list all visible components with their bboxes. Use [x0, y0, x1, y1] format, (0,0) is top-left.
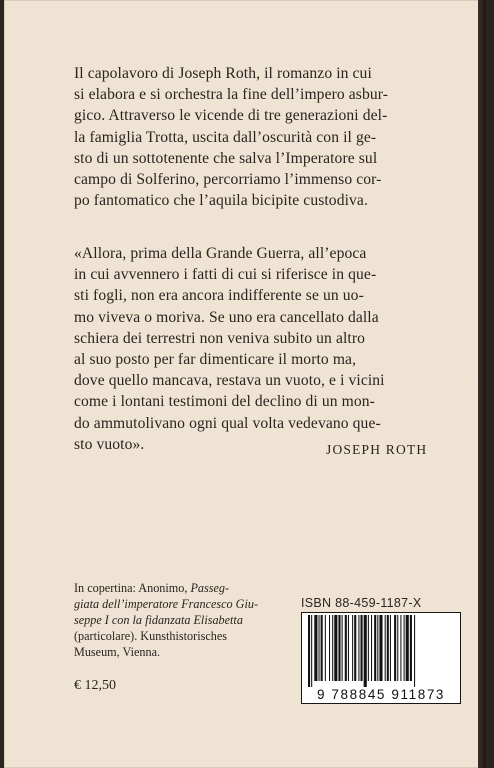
barcode-bar — [329, 615, 330, 681]
barcode-bar — [319, 615, 320, 681]
book-blurb — [74, 63, 424, 211]
quote-line: sto vuoto». — [74, 435, 145, 453]
barcode-bar — [414, 615, 415, 687]
barcode-bar — [385, 615, 386, 681]
barcode-bar — [397, 615, 398, 681]
credits-line: (particolare). Kunsthistorisches — [74, 629, 227, 643]
barcode-bar — [342, 615, 343, 681]
isbn-label: ISBN 88-459-1187-X — [301, 596, 422, 610]
book-back-cover — [4, 0, 486, 768]
barcode-bar — [361, 615, 363, 681]
blurb-line: campo di Solferino, percorriamo l’immenso cor- — [74, 171, 382, 189]
quote-line: mo viveva o moriva. Se uno era cancellato dalla — [74, 308, 379, 326]
ean-barcode — [301, 612, 461, 704]
author-quote — [74, 243, 424, 455]
blurb-line: po fantomatico che l’aquila bicipite custodiva. — [74, 192, 368, 210]
quote-line: do ammutolivano ogni qual volta vedevano que- — [74, 414, 381, 432]
barcode-bar — [404, 615, 405, 681]
barcode-bar — [348, 615, 349, 681]
barcode-bar — [364, 615, 367, 687]
barcode-bar — [338, 615, 340, 681]
barcode-bar — [352, 615, 353, 681]
barcode-bar — [368, 615, 369, 681]
credits-artwork-title: seppe I con la fidanzata Elisabetta — [74, 613, 243, 627]
barcode-bar — [334, 615, 337, 681]
barcode-bars — [304, 613, 458, 687]
barcode-bar — [321, 615, 323, 681]
barcode-bar — [314, 615, 317, 681]
barcode-bar — [406, 615, 409, 681]
barcode-bar — [387, 615, 389, 681]
quote-line: dove quello mancava, restava un vuoto, e i vicini — [74, 372, 385, 390]
barcode-bar — [308, 615, 310, 687]
blurb-line: sto di un sottotenente che salva l’Imperatore sul — [74, 149, 378, 167]
book-price: € 12,50 — [74, 678, 116, 693]
quote-line: come i lontani testimoni del declino di un mon- — [74, 393, 375, 411]
blurb-line: la famiglia Trotta, uscita dall’oscurità con il ge- — [74, 128, 377, 146]
quote-author: JOSEPH ROTH — [326, 442, 428, 457]
barcode-digits: 9 788845 911873 — [316, 687, 446, 702]
credits-line: Museum, Vienna. — [74, 645, 161, 659]
barcode-bar — [311, 615, 312, 687]
blurb-line: gico. Attraverso le vicende di tre generazioni del- — [74, 107, 388, 125]
blurb-line: si elabora e si orchestra la fine dell’impero asbur- — [74, 86, 389, 104]
barcode-bar — [325, 615, 326, 681]
blurb-line: Il capolavoro di Joseph Roth, il romanzo in cui — [74, 65, 372, 82]
barcode-bar — [390, 615, 391, 681]
quote-line: schiera dei terrestri non veniva subito un altro — [74, 329, 366, 347]
credits-artwork-title: Passeg- — [190, 581, 230, 595]
barcode-bar — [358, 615, 359, 681]
barcode-bar — [374, 615, 376, 681]
barcode-bar — [400, 615, 401, 681]
quote-line: «Allora, prima della Grande Guerra, all’epoca — [74, 245, 367, 262]
barcode-bar — [394, 615, 396, 681]
barcode-bar — [410, 615, 412, 681]
barcode-bar — [354, 615, 356, 681]
barcode-bar — [345, 615, 347, 681]
barcode-bar — [377, 615, 378, 681]
quote-line: al suo posto per far dimenticare il morto ma, — [74, 351, 357, 369]
cover-edge-shadow — [478, 0, 486, 768]
quote-line: in cui avvennero i fatti di cui si riferisce in que- — [74, 266, 377, 284]
cover-credits — [74, 580, 274, 660]
credits-line — [74, 580, 274, 596]
barcode-bar — [332, 615, 333, 681]
credits-artwork-title: giata dell’imperatore Francesco Giu- — [74, 597, 259, 611]
barcode-bar — [379, 615, 382, 681]
quote-line: sti fogli, non era ancora indifferente se un uo- — [74, 287, 364, 305]
barcode-bar — [371, 615, 372, 681]
credits-prefix: In copertina: Anonimo, — [74, 581, 191, 595]
